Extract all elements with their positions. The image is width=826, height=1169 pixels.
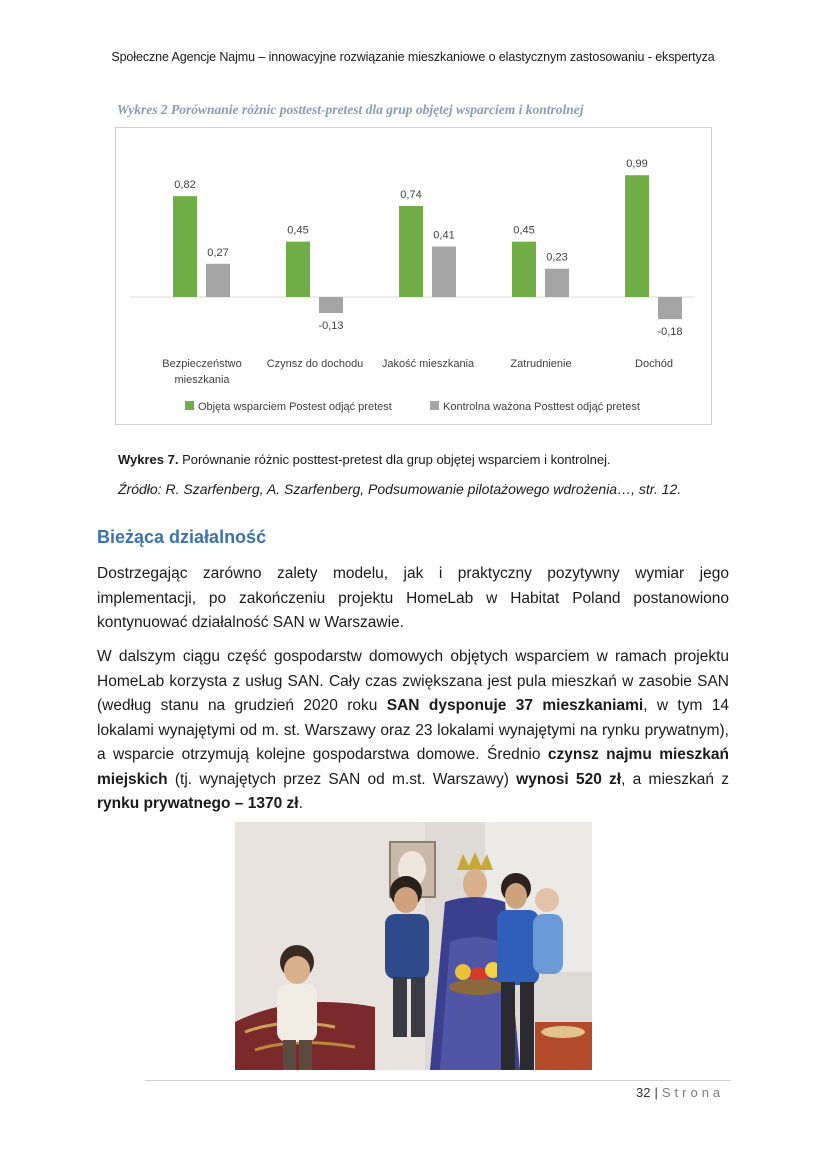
data-label-control-3: 0,23: [546, 251, 568, 264]
legend-label-control: Kontrolna ważona Posttest odjąć pretest: [443, 401, 640, 413]
legend-label-supported: Objęta wsparciem Postest odjąć pretest: [198, 401, 392, 413]
legend-swatch-control: [430, 401, 439, 410]
page-separator: |: [654, 1085, 658, 1100]
figure-caption-text: Porównanie różnic posttest-pretest dla grup objętej wsparciem i kontrolnej.: [178, 452, 611, 467]
family-photo: [235, 822, 592, 1070]
data-label-control-1: -0,13: [318, 319, 344, 332]
figure-source: [118, 481, 681, 497]
data-label-control-2: 0,41: [433, 229, 455, 242]
paragraph-2: [97, 645, 729, 817]
data-label-control-4: -0,18: [657, 326, 683, 339]
p2-bold-3: wynosi 520 zł: [516, 770, 622, 788]
legend-swatch-supported: [185, 401, 194, 410]
bar-control-4: [658, 297, 682, 319]
data-label-supported-0: 0,82: [174, 179, 196, 192]
p2-text-5: .: [298, 795, 303, 812]
data-label-supported-2: 0,74: [400, 188, 422, 201]
bar-chart: [115, 127, 712, 425]
category-label-3: Zatrudnienie: [510, 358, 572, 370]
data-label-supported-3: 0,45: [513, 224, 535, 237]
p2-bold-4: rynku prywatnego – 1370 zł: [97, 795, 299, 812]
bar-control-0: [206, 264, 230, 297]
data-label-control-0: 0,27: [207, 246, 229, 259]
bar-supported-4: [625, 175, 649, 297]
bar-control-3: [545, 269, 569, 297]
chart-title: Wykres 2 Porównanie różnic posttest-pretest dla grup objętej wsparciem i kontrolnej: [117, 102, 584, 117]
p2-bold-1: SAN dysponuje 37 mieszkaniami: [386, 697, 644, 714]
figure-source-label: Źródło:: [118, 481, 162, 497]
running-header: Społeczne Agencje Najmu – innowacyjne rozwiązanie mieszkaniowe o elastycznym zastosowaniu - ekspertyza: [111, 50, 715, 64]
footer-rule: [145, 1080, 731, 1081]
figure-source-text: R. Szarfenberg, A. Szarfenberg, Podsumowanie pilotażowego wdrożenia…, str. 12.: [161, 481, 682, 497]
page-number: 32: [636, 1085, 651, 1100]
bar-supported-0: [173, 196, 197, 297]
page-word: Strona: [661, 1085, 725, 1100]
bar-control-2: [432, 247, 456, 297]
category-label-0-line-1: mieszkania: [174, 374, 230, 386]
bar-control-1: [319, 297, 343, 313]
page-footer: [636, 1085, 724, 1100]
category-label-1: Czynsz do dochodu: [266, 358, 364, 370]
p2-text-4: , a mieszkań z: [621, 770, 729, 788]
figure-caption: [118, 452, 611, 467]
p2-text-2: , w tym 14 lokalami wynajętymi od m. st. Warszawy oraz 23 lokalami wynajętymi na rynku prywatnym), a wsparcie otrzymują kolejne gospodarstwa domowe. Średnio: [97, 697, 729, 763]
category-label-4: Dochód: [635, 358, 673, 370]
p2-text-3: (tj. wynajętych przez SAN od m.st. Warszawy): [167, 770, 517, 788]
data-label-supported-1: 0,45: [287, 224, 309, 237]
p2-text-1: W dalszym ciągu część gospodarstw domowych objętych wsparciem w ramach projektu HomeLab korzysta z usług SAN. Cały czas zwiększana jest pula mieszkań w zasobie SAN (według stanu na grudzień 2020 roku: [97, 648, 729, 714]
category-label-2: Jakość mieszkania: [381, 358, 475, 370]
bar-supported-2: [399, 206, 423, 297]
section-heading: Bieżąca działalność: [97, 527, 267, 547]
figure-caption-label: Wykres 7.: [118, 452, 179, 467]
bar-supported-3: [512, 242, 536, 297]
p2-bold-2: czynsz najmu mieszkań miejskich: [97, 746, 730, 788]
bar-supported-1: [286, 242, 310, 297]
paragraph-1: Dostrzegając zarówno zalety modelu, jak i praktyczny pozytywny wymiar jego implementacji, po zakończeniu projektu HomeLab w Habitat Poland postanowiono kontynuować działalność SAN w Warszawie.: [97, 565, 729, 631]
category-label-0-line-0: Bezpieczeństwo: [162, 358, 242, 370]
data-label-supported-4: 0,99: [626, 158, 648, 171]
